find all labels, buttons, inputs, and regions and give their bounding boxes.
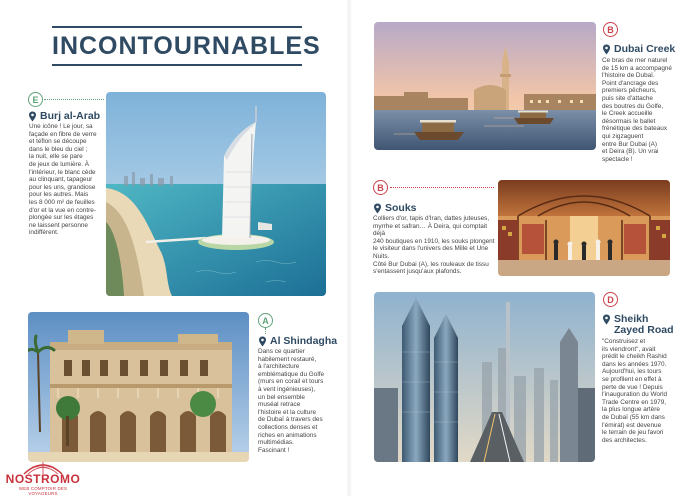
body-line: muséal retrace — [258, 401, 301, 409]
body-line: multimédias. — [258, 439, 294, 447]
body-line: qui zigzaguent — [602, 132, 644, 140]
sheikh-heading-line-1: Sheikh — [614, 313, 649, 325]
body-line: dans les années 1970. — [602, 360, 667, 368]
dubai-creek-photo — [374, 22, 596, 150]
title-rule-bottom — [52, 64, 302, 66]
body-line: des architectes. — [602, 436, 647, 444]
souks-heading-text: Souks — [385, 202, 417, 214]
burj-heading-text: Burj al-Arab — [40, 110, 101, 122]
al-shindagha-photo — [28, 312, 249, 462]
body-line: l'intérieur, le blanc cède — [29, 168, 96, 176]
souks-heading — [373, 203, 417, 214]
burj-body — [29, 123, 103, 237]
location-pin-icon — [373, 203, 382, 214]
badge-a: A — [258, 313, 273, 328]
location-pin-icon — [602, 314, 611, 325]
souks-body — [373, 215, 497, 276]
creek-body — [602, 57, 676, 163]
body-line: l'émirat) est devenue — [602, 421, 662, 429]
creek-heading — [602, 44, 675, 55]
logo-tagline: WEB COMPTOIR DES VOYAGEURS — [18, 486, 68, 496]
burj-al-arab-photo — [106, 92, 326, 296]
body-line: dans le bleu du ciel ; — [29, 145, 88, 153]
body-line: pour les autres. Mais — [29, 191, 89, 199]
body-line: riches en animations — [258, 431, 317, 439]
body-line: puis site d'attache — [602, 94, 653, 102]
body-line: le visiteur dans l'univers des Mille et Une Nuits. — [373, 245, 489, 260]
body-line: Côté Bur Dubai (A), les rouleaux de tissu — [373, 260, 489, 268]
body-line: Colliers d'or, tapis d'Iran, dattes juteuses, — [373, 215, 490, 222]
body-line: un bel ensemble — [258, 393, 305, 401]
sheikh-heading-line-2: Zayed Road — [614, 324, 674, 336]
body-line: Aujourd'hui, les tours — [602, 368, 662, 376]
location-pin-icon — [258, 336, 267, 347]
body-line: myrrhe et safran… À Deira, qui comptait déjà — [373, 222, 488, 238]
shindagha-body — [258, 348, 340, 454]
body-line: entre Bur Dubai (A) — [602, 140, 658, 148]
shindagha-connector — [265, 328, 266, 334]
logo-name: NOSTROMO — [5, 472, 81, 486]
body-line: le terrain de jeu favori — [602, 429, 664, 437]
shindagha-heading — [258, 336, 337, 347]
body-line: les 8 000 m² de feuilles — [29, 198, 95, 206]
location-pin-icon — [602, 44, 611, 55]
body-line: plongée sur les étages — [29, 214, 94, 222]
dubai-creek-illustration — [374, 22, 596, 150]
body-line: au clinquant, tapageur — [29, 176, 93, 184]
body-line: des boutres du Golfe, — [602, 102, 664, 110]
body-line: l'inauguration du World — [602, 391, 668, 399]
body-line: frénétique des bateaux — [602, 125, 668, 133]
body-line: spectacle ! — [602, 155, 633, 163]
sheikh-heading-text — [614, 314, 674, 336]
body-line: Point d'ancrage des — [602, 79, 659, 87]
shindagha-heading-text: Al Shindagha — [270, 335, 338, 347]
burj-al-arab-illustration — [106, 92, 326, 296]
al-shindagha-illustration — [28, 312, 249, 462]
body-line: de jeux de lumière. À — [29, 160, 90, 168]
body-line: le Creek accueille — [602, 110, 653, 118]
body-line: (murs en corail et tours — [258, 378, 324, 386]
sheikh-body — [602, 338, 680, 444]
body-line: la nuit, elle se pare — [29, 153, 83, 161]
badge-d: D — [603, 292, 618, 307]
body-line: Trade Centre en 1979, — [602, 398, 667, 406]
body-line: l'histoire de Dubaï. — [602, 72, 655, 80]
page-title: INCONTOURNABLES — [52, 32, 321, 60]
body-line: désormais le ballet — [602, 117, 656, 125]
badge-b-creek: B — [603, 22, 618, 37]
body-line: collections denses et — [258, 423, 318, 431]
body-line: Fascinant ! — [258, 446, 290, 454]
body-line: pour les uns, grandiose — [29, 183, 96, 191]
body-line: Dans ce quartier — [258, 348, 305, 355]
body-line: et téflon se découpe — [29, 138, 87, 146]
sheikh-zayed-road-photo — [374, 292, 595, 462]
body-line: façade en fibre de verre — [29, 130, 97, 138]
page-gutter — [346, 0, 352, 496]
body-line: habilement restauré, — [258, 355, 317, 363]
body-line: à vent ingénieuses), — [258, 385, 316, 393]
body-line: perte de vue ! Depuis — [602, 383, 663, 391]
souks-photo — [498, 180, 670, 276]
body-line: s'entassent jusqu'aux plafonds. — [373, 268, 462, 276]
title-rule-top — [52, 26, 302, 28]
body-line: ils viendront", avait — [602, 345, 656, 353]
body-line: de 15 km a accompagné — [602, 64, 672, 72]
body-line: Ce bras de mer naturel — [602, 57, 668, 64]
badge-e: E — [28, 92, 43, 107]
sheikh-heading — [602, 314, 674, 336]
body-line: emblématique du Golfe — [258, 370, 325, 378]
sheikh-zayed-road-illustration — [374, 292, 595, 462]
body-line: de Dubaï à travers des — [258, 416, 323, 424]
souks-illustration — [498, 180, 670, 276]
body-line: la plus longue artère — [602, 406, 660, 414]
location-pin-icon — [28, 111, 37, 122]
badge-b-souks: B — [373, 180, 388, 195]
body-line: se profilent en effet à — [602, 375, 662, 383]
body-line: ne laissent personne — [29, 221, 88, 229]
creek-heading-text: Dubai Creek — [614, 43, 676, 55]
burj-heading — [28, 111, 100, 122]
body-line: indifférent. — [29, 229, 59, 237]
body-line: premiers pêcheurs, — [602, 87, 657, 95]
body-line: "Construisez et — [602, 338, 646, 345]
body-line: prédit le cheikh Rashid — [602, 353, 667, 361]
body-line: d'or et la vue en contre- — [29, 206, 96, 214]
body-line: l'histoire et la culture — [258, 408, 317, 416]
burj-connector — [44, 99, 104, 100]
body-line: 240 boutiques en 1910, les souks plongent — [373, 237, 495, 245]
body-line: de Dubaï (55 km dans — [602, 413, 665, 421]
body-line: et Deira (B). Un vrai — [602, 148, 659, 156]
body-line: à l'architecture — [258, 363, 300, 371]
body-line: Une icône ! Le jour, sa — [29, 123, 93, 130]
souks-connector — [390, 187, 494, 188]
